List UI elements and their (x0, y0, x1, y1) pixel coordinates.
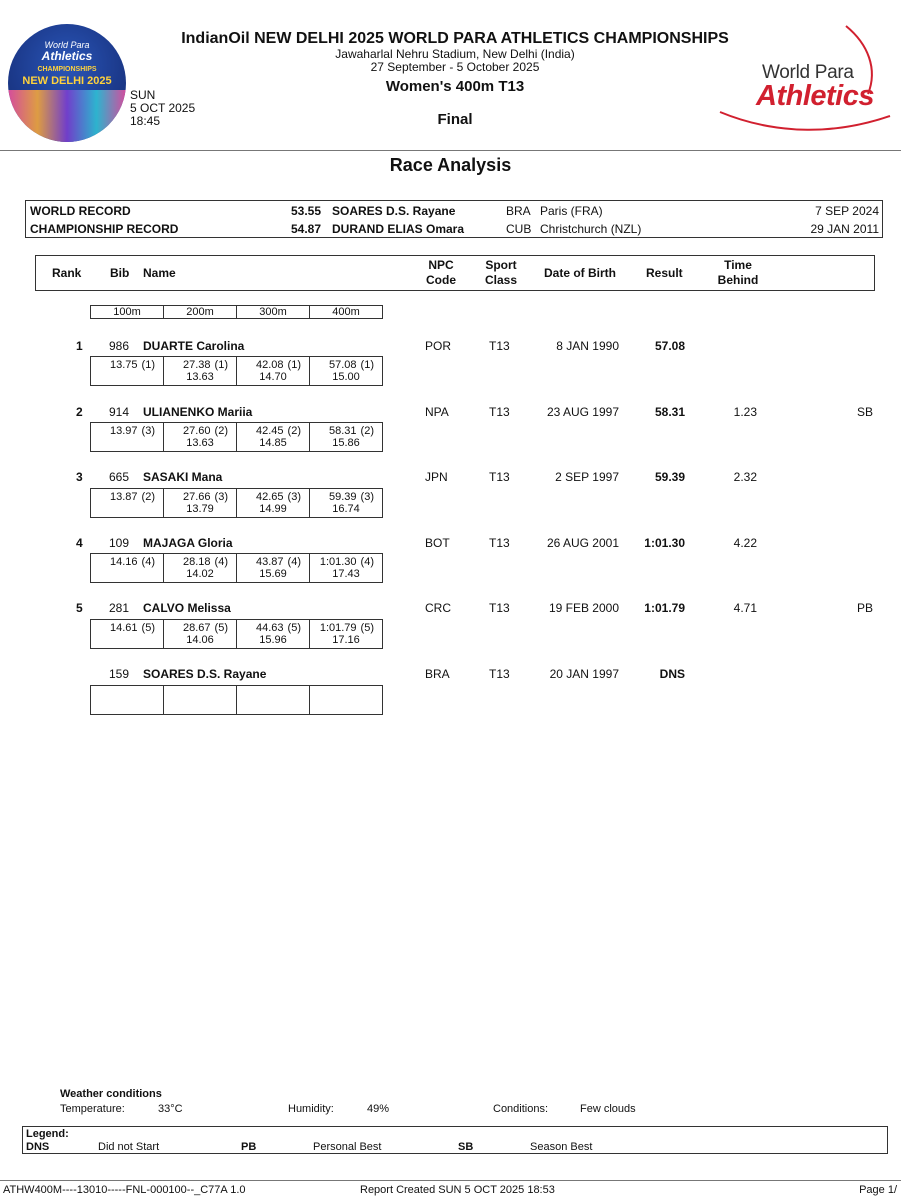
athlete-result: 1:01.79 (644, 601, 685, 615)
record-mark: 53.55 (291, 204, 322, 218)
col-bib: Bib (110, 266, 130, 280)
record-label: WORLD RECORD (30, 204, 131, 218)
split-table (90, 685, 383, 715)
split-rank: (3) (214, 491, 228, 503)
split-time: 44.63 (256, 622, 284, 634)
world-para-athletics-logo (718, 24, 893, 134)
split-label: 100m (91, 306, 164, 319)
athlete-note: SB (856, 405, 873, 419)
lap-time: 13.63 (186, 371, 214, 383)
session-datetime (130, 89, 195, 128)
lap-time: 15.86 (332, 437, 360, 449)
split-rank: (5) (141, 622, 155, 634)
split-cell (310, 554, 382, 582)
col-behind-line2: Behind (717, 273, 759, 287)
split-cell (164, 423, 236, 451)
athlete-bib: 914 (109, 405, 130, 419)
record-place: Christchurch (NZL) (540, 222, 642, 236)
athlete-name: SASAKI Mana (143, 470, 223, 484)
athlete-result: DNS (659, 667, 685, 681)
lap-time: 14.99 (259, 503, 287, 515)
split-cell (91, 620, 163, 648)
split-time: 27.66 (183, 491, 211, 503)
results-column-header (35, 255, 875, 291)
lap-time: 13.79 (186, 503, 214, 515)
split-rank: (3) (360, 491, 374, 503)
col-time-behind (714, 258, 762, 288)
section-title: Race Analysis (389, 155, 512, 175)
col-name: Name (143, 266, 176, 280)
split-table (90, 356, 383, 386)
split-time: 27.38 (183, 359, 211, 371)
split-cell (237, 686, 309, 714)
split-rank: (1) (287, 359, 301, 371)
split-cell (91, 554, 163, 582)
record-holder: DURAND ELIAS Omara (332, 222, 465, 236)
split-label: 400m (310, 306, 383, 319)
split-rank: (5) (360, 622, 374, 634)
championship-record-row (26, 219, 882, 237)
athlete-rank: 1 (76, 339, 83, 353)
athlete-npc: JPN (425, 470, 448, 484)
split-rank: (3) (141, 425, 155, 437)
split-table (90, 488, 383, 518)
athlete-npc: BRA (425, 667, 450, 681)
athlete-npc: BOT (425, 536, 450, 550)
split-cell (237, 554, 309, 582)
athlete-row (0, 339, 901, 355)
humidity-value: 49% (367, 1103, 390, 1115)
split-time: 13.87 (110, 491, 138, 503)
lap-time: 15.00 (332, 371, 360, 383)
athlete-dob: 23 AUG 1997 (546, 405, 619, 419)
split-cell (91, 686, 163, 714)
split-rank: (4) (360, 556, 374, 568)
athlete-row (0, 470, 901, 486)
round-name: Final (437, 111, 473, 128)
record-npc: CUB (506, 222, 532, 236)
split-time: 57.08 (329, 359, 357, 371)
legend-meaning: Personal Best (313, 1141, 382, 1153)
legend-code: SB (458, 1141, 474, 1153)
legend-title: Legend: (26, 1128, 69, 1140)
temperature-value: 33°C (158, 1103, 183, 1115)
athlete-class: T13 (489, 339, 510, 353)
temperature-label: Temperature: (60, 1103, 125, 1115)
championship-dates: 27 September - 5 October 2025 (370, 60, 540, 74)
split-rank: (2) (360, 425, 374, 437)
split-cell (164, 554, 236, 582)
athlete-class: T13 (489, 536, 510, 550)
logo-right-line1: World Para (762, 62, 854, 83)
athlete-name: ULIANENKO Mariia (143, 405, 253, 419)
athlete-name: SOARES D.S. Rayane (143, 667, 267, 681)
split-time: 42.08 (256, 359, 284, 371)
lap-time: 17.16 (332, 634, 360, 646)
athlete-time-behind: 2.32 (733, 470, 757, 484)
world-record-row (26, 201, 882, 219)
venue: Jawaharlal Nehru Stadium, New Delhi (India) (335, 47, 575, 61)
humidity-label: Humidity: (288, 1103, 334, 1115)
split-cell (164, 357, 236, 385)
weather-title: Weather conditions (60, 1088, 162, 1100)
athlete-time-behind: 4.22 (733, 536, 757, 550)
logo-left-line1: World Para (44, 40, 90, 50)
lap-time: 15.69 (259, 568, 287, 580)
record-place: Paris (FRA) (540, 204, 603, 218)
athlete-row (0, 601, 901, 617)
split-time: 59.39 (329, 491, 357, 503)
col-npc-line1: NPC (428, 258, 454, 272)
split-rank: (2) (141, 491, 155, 503)
lap-time: 17.43 (332, 568, 360, 580)
session-date: 5 OCT 2025 (130, 101, 196, 115)
split-time: 43.87 (256, 556, 284, 568)
record-label: CHAMPIONSHIP RECORD (30, 222, 179, 236)
report-created: Report Created SUN 5 OCT 2025 18:53 (360, 1184, 555, 1196)
split-rank: (5) (287, 622, 301, 634)
split-time: 13.75 (110, 359, 138, 371)
athlete-name: DUARTE Carolina (143, 339, 245, 353)
athlete-npc: CRC (425, 601, 451, 615)
athlete-dob: 2 SEP 1997 (555, 470, 619, 484)
split-cell (164, 686, 236, 714)
session-day: SUN (130, 88, 156, 102)
athlete-result: 58.31 (654, 405, 685, 419)
split-time: 27.60 (183, 425, 211, 437)
record-date: 29 JAN 2011 (810, 222, 879, 236)
split-time: 28.67 (183, 622, 211, 634)
event-name: Women's 400m T13 (385, 78, 525, 95)
split-time: 28.18 (183, 556, 211, 568)
split-table (90, 422, 383, 452)
record-npc: BRA (506, 204, 531, 218)
split-cell (91, 357, 163, 385)
split-cell (237, 357, 309, 385)
athlete-row (0, 667, 901, 683)
athlete-dob: 19 FEB 2000 (548, 601, 619, 615)
lap-time: 13.63 (186, 437, 214, 449)
conditions-label: Conditions: (493, 1103, 549, 1115)
split-label-table (90, 305, 383, 319)
athlete-result: 57.08 (654, 339, 685, 353)
split-rank: (2) (287, 425, 301, 437)
lap-time: 14.06 (186, 634, 214, 646)
logo-left-line2: Athletics (41, 49, 93, 63)
legend-box (22, 1126, 888, 1154)
athlete-name: MAJAGA Gloria (143, 536, 233, 550)
athlete-rank: 5 (76, 601, 83, 615)
split-cell (310, 620, 382, 648)
split-time: 42.45 (256, 425, 284, 437)
athlete-time-behind: 1.23 (733, 405, 757, 419)
athlete-class: T13 (489, 601, 510, 615)
athlete-npc: NPA (425, 405, 449, 419)
athlete-name: CALVO Melissa (143, 601, 231, 615)
athlete-row (0, 536, 901, 552)
split-cell (164, 489, 236, 517)
session-time: 18:45 (130, 114, 161, 128)
split-table (90, 619, 383, 649)
split-rank: (1) (141, 359, 155, 371)
record-holder: SOARES D.S. Rayane (332, 204, 456, 218)
athlete-result: 59.39 (654, 470, 685, 484)
logo-left-line3: CHAMPIONSHIPS (37, 66, 97, 73)
split-rank: (4) (214, 556, 228, 568)
split-cell (310, 423, 382, 451)
athlete-result: 1:01.30 (644, 536, 685, 550)
split-cell (310, 489, 382, 517)
split-rank: (1) (214, 359, 228, 371)
col-result: Result (646, 266, 683, 280)
split-time: 42.65 (256, 491, 284, 503)
col-sport-line1: Sport (485, 258, 517, 272)
footer-divider (0, 1180, 901, 1181)
championships-logo (8, 24, 126, 142)
athlete-rank: 3 (76, 470, 83, 484)
split-rank: (2) (214, 425, 228, 437)
split-time: 14.16 (110, 556, 138, 568)
records-box (25, 200, 883, 238)
split-cell (237, 489, 309, 517)
athlete-note: PB (856, 601, 873, 615)
split-cell (237, 423, 309, 451)
col-sport-class (481, 258, 521, 288)
lap-time: 14.70 (259, 371, 287, 383)
athlete-bib: 986 (109, 339, 130, 353)
split-label: 300m (237, 306, 310, 319)
col-rank: Rank (52, 266, 82, 280)
split-time: 1:01.79 (319, 622, 357, 634)
split-cell (310, 357, 382, 385)
split-time: 1:01.30 (319, 556, 357, 568)
split-cell (91, 489, 163, 517)
athlete-dob: 20 JAN 1997 (549, 667, 619, 681)
athlete-class: T13 (489, 470, 510, 484)
col-sport-line2: Class (484, 273, 518, 287)
athlete-bib: 665 (109, 470, 130, 484)
athlete-dob: 26 AUG 2001 (546, 536, 619, 550)
report-code: ATHW400M----13010-----FNL-000100--_C77A 1.0 (3, 1184, 246, 1196)
split-rank: (5) (214, 622, 228, 634)
page-number: Page 1/ (859, 1184, 897, 1196)
split-label: 200m (164, 306, 237, 319)
conditions-value: Few clouds (580, 1103, 636, 1115)
legend-code: DNS (26, 1141, 50, 1153)
athlete-dob: 8 JAN 1990 (556, 339, 619, 353)
lap-time: 16.74 (332, 503, 360, 515)
split-cell (237, 620, 309, 648)
logo-artwork (8, 90, 126, 142)
col-npc-line2: Code (426, 273, 456, 287)
athlete-rank: 4 (76, 536, 83, 550)
athlete-bib: 281 (109, 601, 130, 615)
athlete-row (0, 405, 901, 421)
split-time: 58.31 (329, 425, 357, 437)
split-time: 13.97 (110, 425, 138, 437)
athlete-npc: POR (425, 339, 452, 353)
legend-code: PB (241, 1141, 257, 1153)
championship-title: IndianOil NEW DELHI 2025 WORLD PARA ATHLETICS CHAMPIONSHIPS (181, 30, 729, 47)
legend-meaning: Season Best (530, 1141, 593, 1153)
athlete-class: T13 (489, 405, 510, 419)
header-divider (0, 150, 901, 151)
legend-meaning: Did not Start (98, 1141, 160, 1153)
col-behind-line1: Time (724, 258, 752, 272)
split-rank: (3) (287, 491, 301, 503)
record-date: 7 SEP 2024 (815, 204, 879, 218)
split-table (90, 553, 383, 583)
split-cell (310, 686, 382, 714)
athlete-bib: 159 (109, 667, 130, 681)
col-npc (424, 258, 458, 288)
col-dob: Date of Birth (544, 266, 616, 280)
split-rank: (4) (141, 556, 155, 568)
split-cell (91, 423, 163, 451)
athlete-class: T13 (489, 667, 510, 681)
split-cell (164, 620, 236, 648)
lap-time: 14.02 (186, 568, 214, 580)
lap-time: 14.85 (259, 437, 287, 449)
athlete-rank: 2 (76, 405, 83, 419)
athlete-time-behind: 4.71 (733, 601, 757, 615)
record-mark: 54.87 (291, 222, 322, 236)
split-rank: (4) (287, 556, 301, 568)
athlete-bib: 109 (109, 536, 130, 550)
logo-right-line2: Athletics (756, 80, 874, 112)
lap-time: 15.96 (259, 634, 287, 646)
split-rank: (1) (360, 359, 374, 371)
logo-left-line4: NEW DELHI 2025 (22, 75, 112, 87)
split-time: 14.61 (110, 622, 138, 634)
